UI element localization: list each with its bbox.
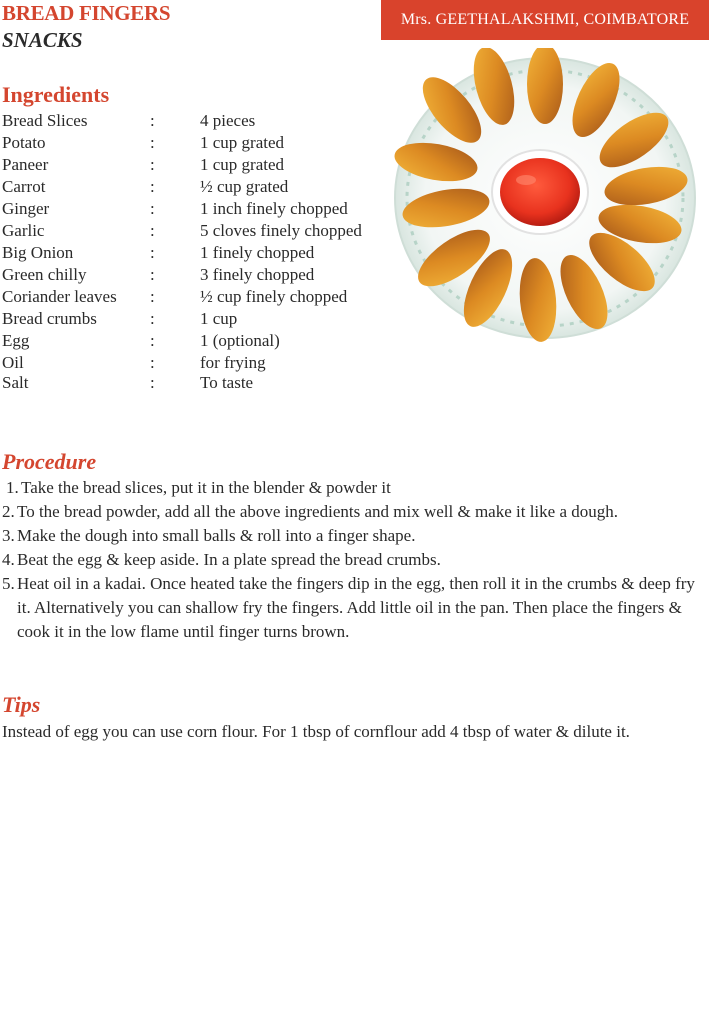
ingredient-row [2,220,382,242]
ingredient-row [2,330,382,352]
ingredient-quantity: for frying [200,353,266,372]
step-number: 5. [2,574,15,593]
step-number: 4. [2,550,15,569]
step-number: 2. [2,502,15,521]
tips-heading: Tips [2,692,41,717]
procedure-step [2,572,712,644]
ingredient-row [2,286,382,308]
ingredient-row [2,110,382,132]
ingredient-separator: : [150,287,155,306]
ingredients-list [2,110,382,392]
ingredient-name: Green chilly [2,265,87,284]
ingredient-row [2,372,382,392]
procedure-step [2,500,712,524]
step-text: Heat oil in a kadai. Once heated take the fingers dip in the egg, then roll it in the crumbs & deep fry it. Alternatively you can shallow fry the fingers. Add little oil in the pan. Then place the fingers & cook it in the low flame until finger turns brown. [17,574,695,641]
step-number: 1. [6,478,19,497]
ingredient-quantity: 3 finely chopped [200,265,315,284]
ingredient-name: Egg [2,331,30,350]
step-text: Beat the egg & keep aside. In a plate spread the bread crumbs. [17,550,441,569]
ingredient-name: Bread Slices [2,111,88,130]
procedure-step [2,524,712,548]
ingredient-separator: : [150,199,155,218]
ingredient-name: Garlic [2,221,45,240]
ingredient-separator: : [150,265,155,284]
ingredient-name: Ginger [2,199,50,218]
ingredient-separator: : [150,373,155,392]
procedure-step [2,476,712,500]
ingredient-row [2,132,382,154]
ingredient-separator: : [150,111,155,130]
ingredient-quantity: 1 cup grated [200,155,285,174]
ingredient-quantity: 1 cup [200,309,238,328]
ingredient-quantity: To taste [200,373,254,392]
ingredient-separator: : [150,177,155,196]
ingredient-name: Salt [2,373,29,392]
ingredient-quantity: ½ cup grated [200,177,289,196]
procedure-steps [2,476,712,644]
step-text: Make the dough into small balls & roll into a finger shape. [17,526,416,545]
ingredient-quantity: 4 pieces [200,111,256,130]
ingredient-separator: : [150,221,155,240]
ingredient-row [2,198,382,220]
ingredient-separator: : [150,331,155,350]
ingredient-separator: : [150,155,155,174]
recipe-category: SNACKS [2,28,83,52]
ingredient-name: Big Onion [2,243,74,262]
ingredient-separator: : [150,353,155,372]
step-text: Take the bread slices, put it in the blender & powder it [21,478,391,497]
procedure-step [2,548,712,572]
ingredient-quantity: 1 inch finely chopped [200,199,348,218]
step-number: 3. [2,526,15,545]
ingredient-separator: : [150,309,155,328]
ingredient-quantity: 1 (optional) [200,331,280,350]
author-banner: Mrs. GEETHALAKSHMI, COIMBATORE [381,0,709,40]
ingredient-name: Bread crumbs [2,309,97,328]
ingredient-row [2,242,382,264]
ingredient-quantity: 5 cloves finely chopped [200,221,362,240]
recipe-title: BREAD FINGERS [2,1,171,25]
ingredient-separator: : [150,243,155,262]
ingredient-quantity: ½ cup finely chopped [200,287,348,306]
ingredient-name: Paneer [2,155,49,174]
ingredients-heading: Ingredients [2,82,110,107]
ingredient-separator: : [150,133,155,152]
food-photo-icon [384,48,706,350]
ingredient-name: Oil [2,353,24,372]
ingredient-row [2,264,382,286]
step-text: To the bread powder, add all the above ingredients and mix well & make it like a dough. [17,502,618,521]
ingredient-row [2,176,382,198]
tips-text: Instead of egg you can use corn flour. For 1 tbsp of cornflour add 4 tbsp of water & dilute it. [2,722,630,741]
ingredient-quantity: 1 cup grated [200,133,285,152]
ingredient-row [2,154,382,176]
ingredient-name: Potato [2,133,46,152]
ingredient-row [2,352,382,372]
ingredient-quantity: 1 finely chopped [200,243,315,262]
ingredient-name: Carrot [2,177,46,196]
ingredient-name: Coriander leaves [2,287,117,306]
procedure-heading: Procedure [2,449,97,474]
ingredient-row [2,308,382,330]
